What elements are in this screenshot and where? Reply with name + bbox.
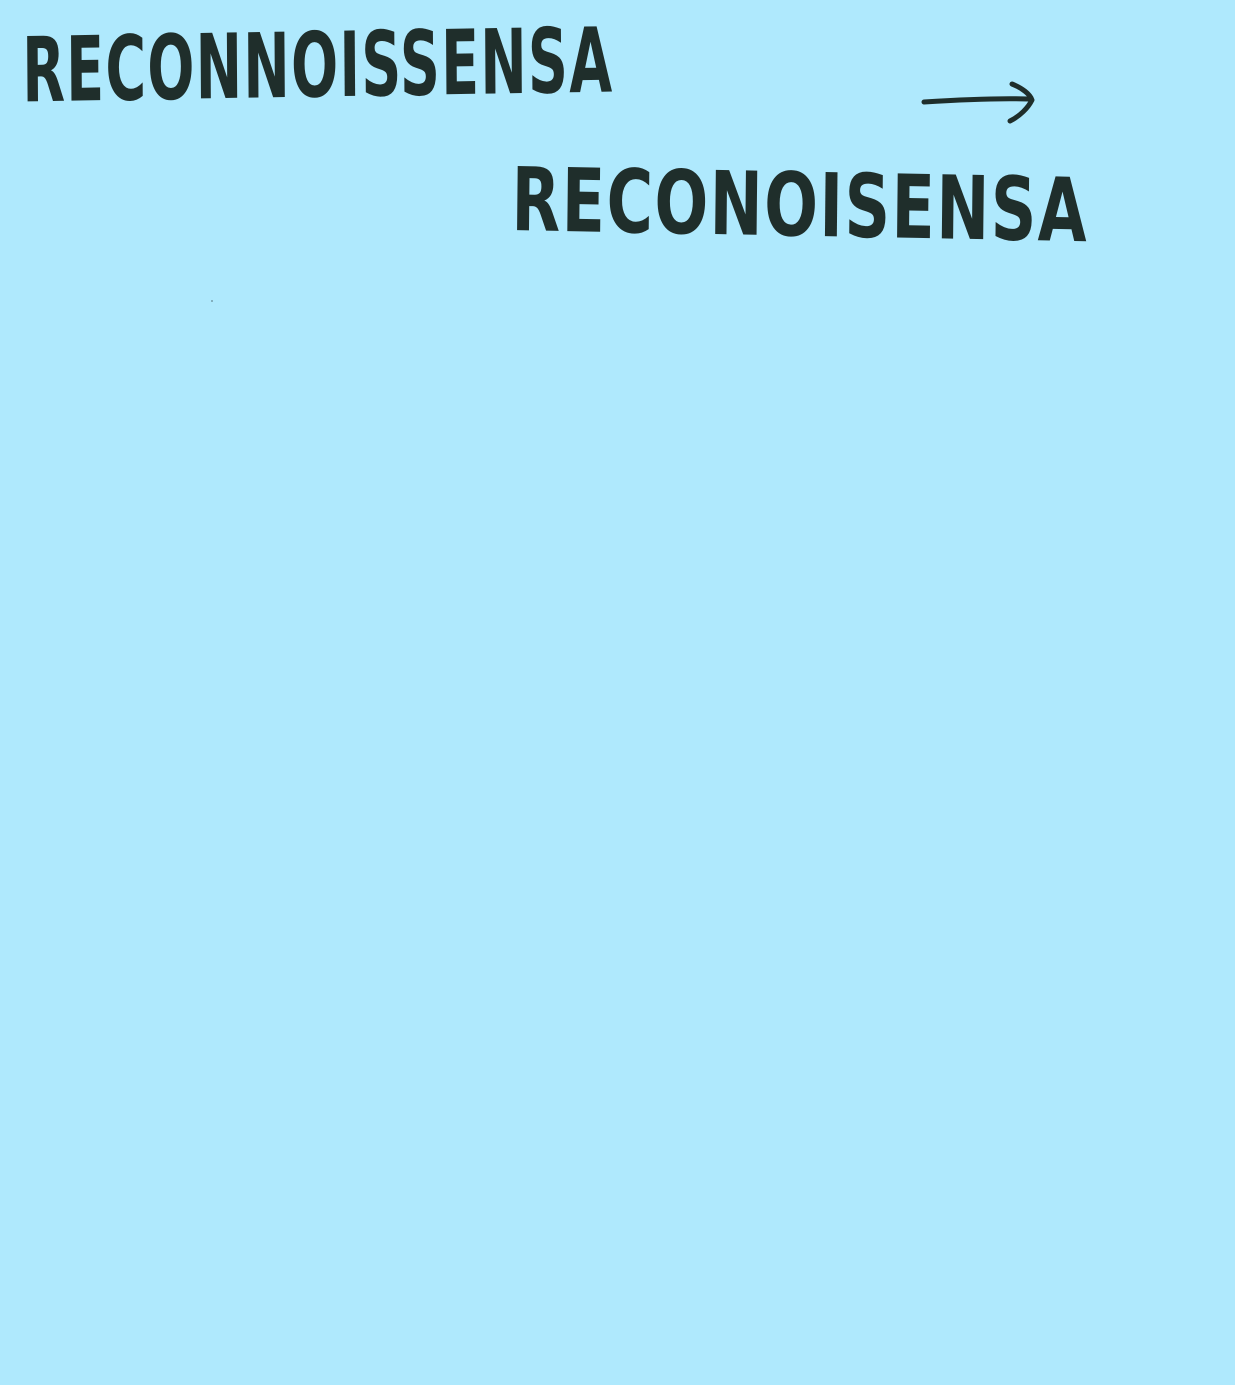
arrow-head [1010,84,1032,121]
arrow-shaft [924,99,1028,102]
original-word: RECONNOISSENSA [21,7,614,123]
arrow-right-icon [920,76,1040,126]
simplified-word: RECONOISENSA [511,148,1089,263]
paper-speck [211,300,213,302]
